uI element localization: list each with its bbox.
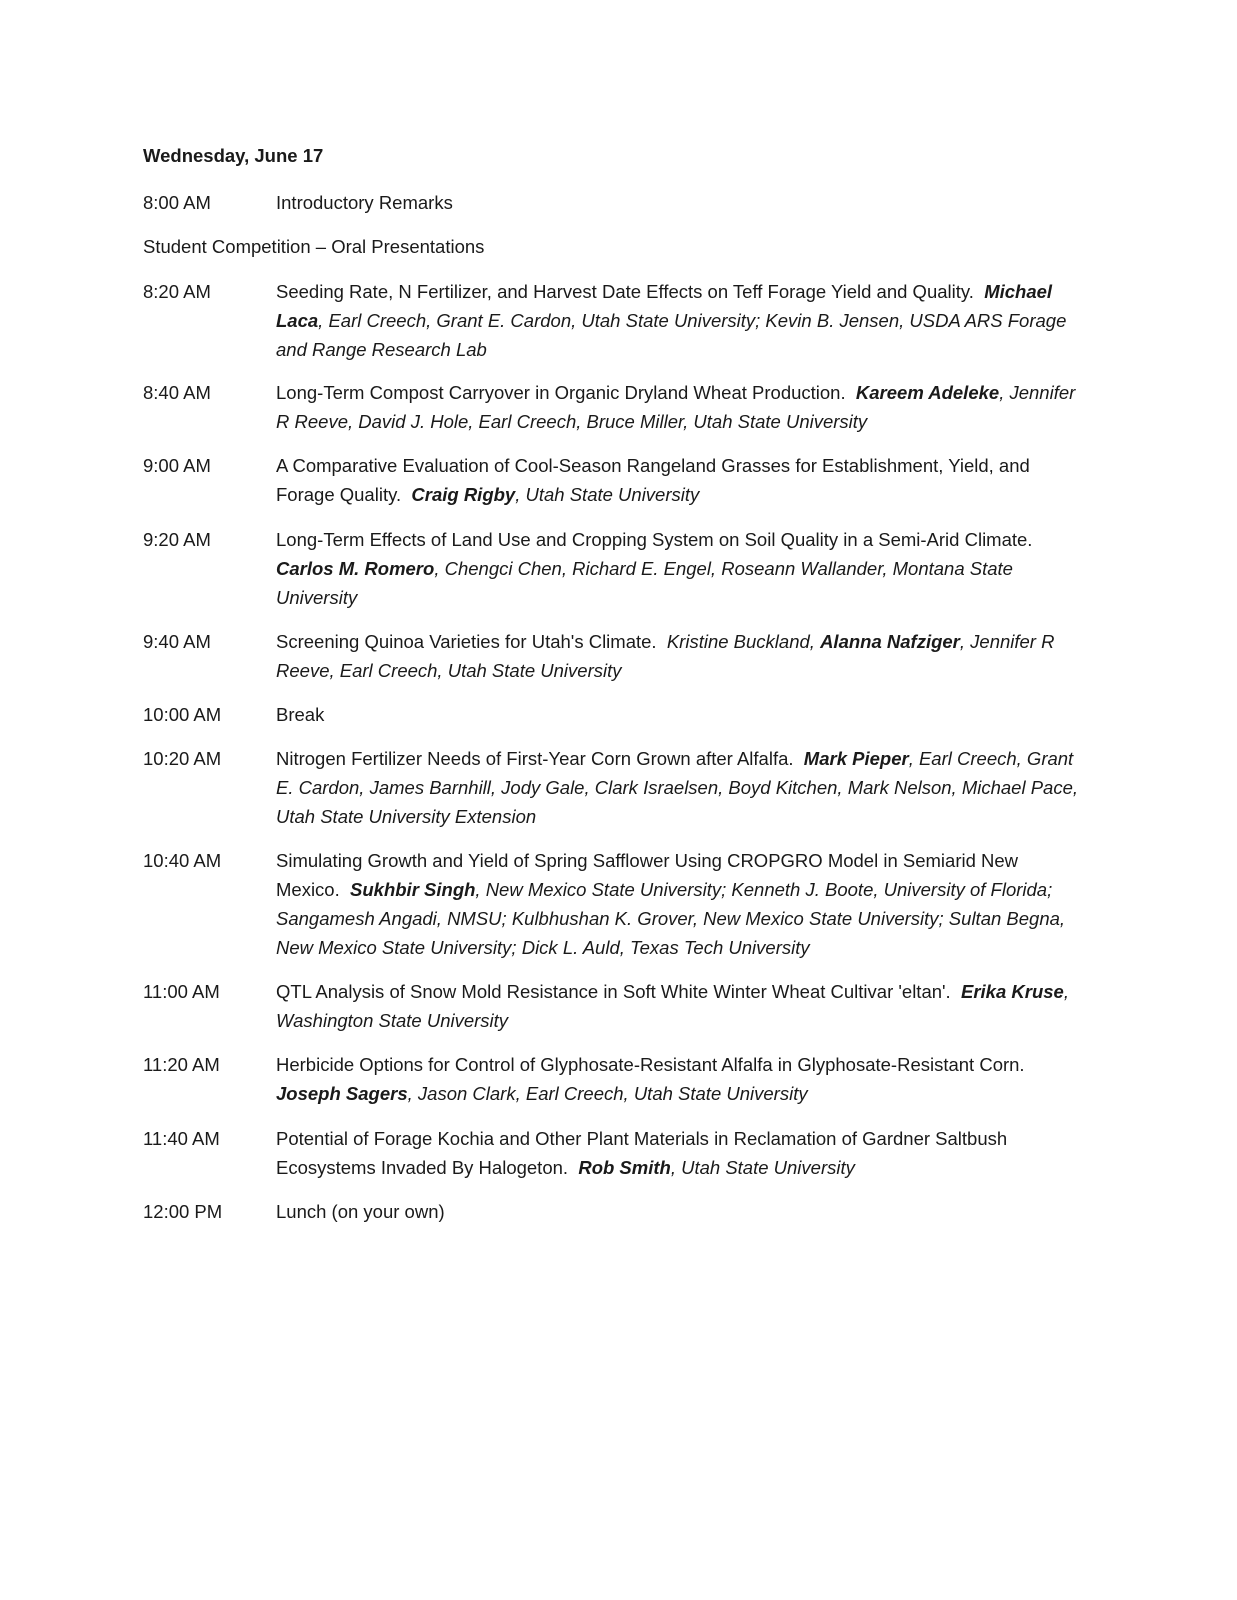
schedule-time: 8:40 AM [143, 382, 211, 403]
presenter-name: Mark Pieper [803, 748, 909, 769]
schedule-time: 9:40 AM [143, 631, 211, 652]
talk-title: Herbicide Options for Control of Glyphosate-Resistant Alfalfa in Glyphosate-Resistant Corn. [276, 1054, 1025, 1075]
co-authors-affiliation: , Washington State University [276, 981, 1069, 1031]
presenter-name: Joseph Sagers [276, 1083, 408, 1104]
schedule-description [276, 1050, 1081, 1108]
schedule-time: 11:40 AM [143, 1128, 220, 1149]
section-title: Student Competition – Oral Presentations [143, 236, 485, 257]
talk-title: Long-Term Compost Carryover in Organic Dryland Wheat Production. [276, 382, 846, 403]
co-authors-affiliation: , Utah State University [670, 1157, 855, 1178]
schedule-description [276, 451, 1081, 509]
intro-text: Introductory Remarks [276, 192, 453, 213]
schedule-description [276, 700, 1081, 729]
co-authors-affiliation: , Earl Creech, Grant E. Cardon, James Barnhill, Jody Gale, Clark Israelsen, Boyd Kitchen, Mark Nelson, Michael Pace, Utah State University Extension [276, 748, 1079, 827]
schedule-time: 9:20 AM [143, 529, 211, 550]
schedule-description [276, 846, 1081, 962]
talk-title: Screening Quinoa Varieties for Utah's Climate. [276, 631, 657, 652]
co-authors-affiliation: , Chengci Chen, Richard E. Engel, Roseann Wallander, Montana State University [276, 558, 1013, 608]
presenter-name: Sukhbir Singh [350, 879, 476, 900]
schedule-description [276, 744, 1081, 831]
schedule-time: 9:00 AM [143, 455, 211, 476]
schedule-time: 10:00 AM [143, 704, 222, 725]
schedule-description [276, 1197, 1081, 1226]
schedule-description [276, 1124, 1081, 1182]
schedule-description [276, 525, 1081, 612]
talk-title: A Comparative Evaluation of Cool-Season Rangeland Grasses for Establishment, Yield, and Forage Quality. [276, 455, 1030, 505]
presenter-name: Erika Kruse [960, 981, 1064, 1002]
co-authors-affiliation: , Jennifer R Reeve, Earl Creech, Utah State University [276, 631, 1055, 681]
presenter-name: Rob Smith [578, 1157, 671, 1178]
talk-title: Nitrogen Fertilizer Needs of First-Year Corn Grown after Alfalfa. [276, 748, 794, 769]
talk-title: Break [276, 704, 325, 725]
talk-title: Long-Term Effects of Land Use and Cropping System on Soil Quality in a Semi-Arid Climate. [276, 529, 1033, 550]
schedule-description [276, 977, 1081, 1035]
presenter-name: Kareem Adeleke [855, 382, 1000, 403]
day-heading: Wednesday, June 17 [143, 145, 324, 166]
co-authors-affiliation: , Utah State University [515, 484, 700, 505]
talk-title: Seeding Rate, N Fertilizer, and Harvest Date Effects on Teff Forage Yield and Quality. [276, 281, 974, 302]
co-authors-before: Kristine Buckland, [666, 631, 821, 652]
schedule-description [276, 378, 1081, 436]
presenter-name: Craig Rigby [411, 484, 516, 505]
schedule-time: 12:00 PM [143, 1201, 223, 1222]
co-authors-affiliation: , Jason Clark, Earl Creech, Utah State University [407, 1083, 808, 1104]
co-authors-affiliation: , New Mexico State University; Kenneth J. Boote, University of Florida; Sangamesh Angadi, NMSU; Kulbhushan K. Grover, New Mexico State University; Sultan Begna, New Mexico State University; Dick L. Auld, Texas Tech University [276, 879, 1066, 958]
co-authors-affiliation: , Earl Creech, Grant E. Cardon, Utah State University; Kevin B. Jensen, USDA ARS Forage and Range Research Lab [276, 310, 1067, 360]
presenter-name: Alanna Nafziger [820, 631, 960, 652]
intro-time: 8:00 AM [143, 192, 211, 213]
talk-title: QTL Analysis of Snow Mold Resistance in Soft White Winter Wheat Cultivar 'eltan'. [276, 981, 951, 1002]
talk-title: Potential of Forage Kochia and Other Plant Materials in Reclamation of Gardner Saltbush Ecosystems Invaded By Halogeton. [276, 1128, 1008, 1178]
talk-title: Simulating Growth and Yield of Spring Safflower Using CROPGRO Model in Semiarid New Mexico. [276, 850, 1019, 900]
schedule-description [276, 627, 1081, 685]
schedule-description [276, 277, 1081, 364]
schedule-time: 11:00 AM [143, 981, 220, 1002]
schedule-time: 8:20 AM [143, 281, 211, 302]
schedule-time: 10:40 AM [143, 850, 222, 871]
presenter-name: Carlos M. Romero [276, 558, 435, 579]
schedule-time: 10:20 AM [143, 748, 222, 769]
schedule-time: 11:20 AM [143, 1054, 220, 1075]
talk-title: Lunch (on your own) [276, 1201, 445, 1222]
co-authors-affiliation: , Jennifer R Reeve, David J. Hole, Earl Creech, Bruce Miller, Utah State University [276, 382, 1076, 432]
presenter-name: Michael Laca [276, 281, 1053, 331]
